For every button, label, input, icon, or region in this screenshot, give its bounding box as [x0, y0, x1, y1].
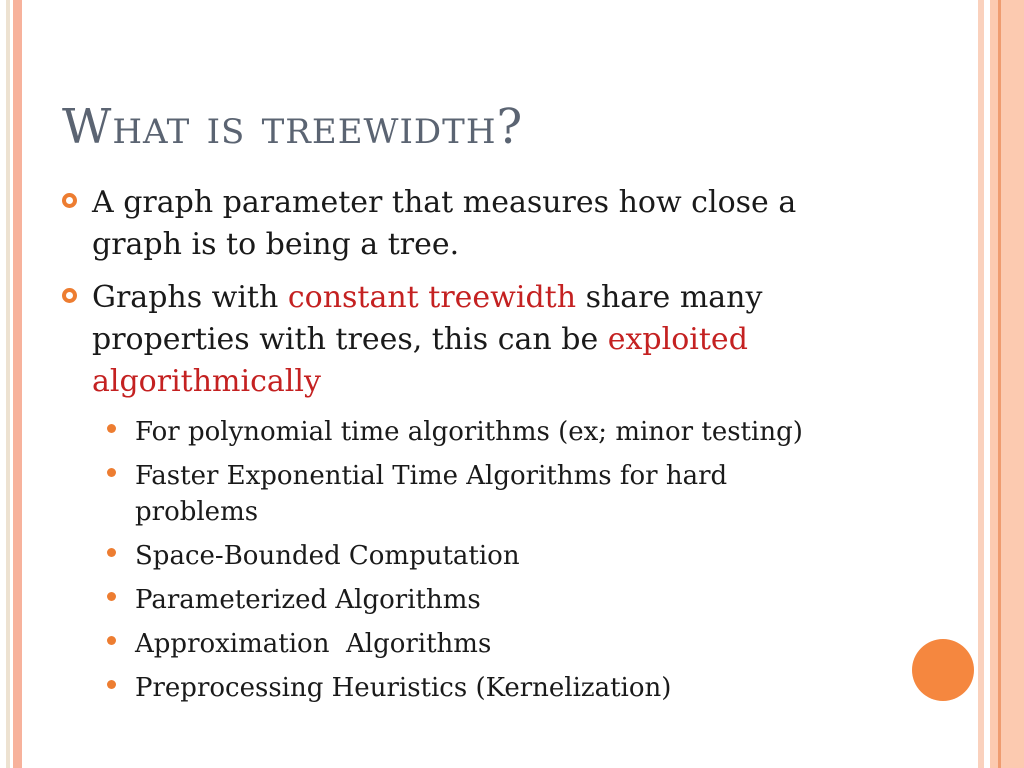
bullet-dot-icon [107, 636, 116, 645]
bullet-ring-icon [62, 193, 77, 208]
corner-circle-decoration [912, 639, 974, 701]
bullet-dot-icon [107, 548, 116, 557]
bullet-dot-icon [107, 592, 116, 601]
plain-text: For polynomial time algorithms (ex; minor testing) [135, 417, 803, 447]
bullet-text [92, 277, 802, 403]
bullet-dot-icon [107, 424, 116, 433]
bullet-item [107, 670, 852, 706]
plain-text: Preprocessing Heuristics (Kernelization) [135, 673, 672, 703]
bullet-item [107, 626, 852, 662]
plain-text: Parameterized Algorithms [135, 585, 481, 615]
plain-text: A graph parameter that measures how close a graph is to being a tree. [92, 185, 806, 262]
bullet-item [62, 182, 852, 266]
bullet-text [135, 458, 835, 530]
right-thin-stripe [978, 0, 984, 768]
left-salmon-stripe [13, 0, 22, 768]
plain-text: Faster Exponential Time Algorithms for hard problems [135, 461, 736, 527]
bullet-dot-icon [107, 680, 116, 689]
bullet-text [135, 582, 835, 618]
plain-text: share many properties with trees, this can be [92, 280, 772, 357]
right-band-inner-line [998, 0, 1001, 768]
plain-text: Graphs with [92, 280, 288, 315]
bullet-item [62, 277, 852, 403]
bullet-text [135, 538, 835, 574]
bullet-text [135, 670, 835, 706]
slide-title: What is treewidth? [62, 99, 524, 155]
bullet-text [92, 182, 806, 266]
bullet-item [107, 538, 852, 574]
bullet-item [107, 582, 852, 618]
bullet-text [135, 626, 835, 662]
left-cream-stripe [6, 0, 10, 768]
right-band-stripe [990, 0, 1024, 768]
plain-text: Space-Bounded Computation [135, 541, 520, 571]
bullet-text [135, 414, 835, 450]
highlighted-text: exploited algorithmically [92, 322, 758, 399]
bullet-list [62, 182, 852, 714]
bullet-item [107, 414, 852, 450]
plain-text: Approximation Algorithms [135, 629, 492, 659]
bullet-dot-icon [107, 468, 116, 477]
highlighted-text: constant treewidth [287, 280, 577, 315]
bullet-item [107, 458, 852, 530]
bullet-ring-icon [62, 288, 77, 303]
